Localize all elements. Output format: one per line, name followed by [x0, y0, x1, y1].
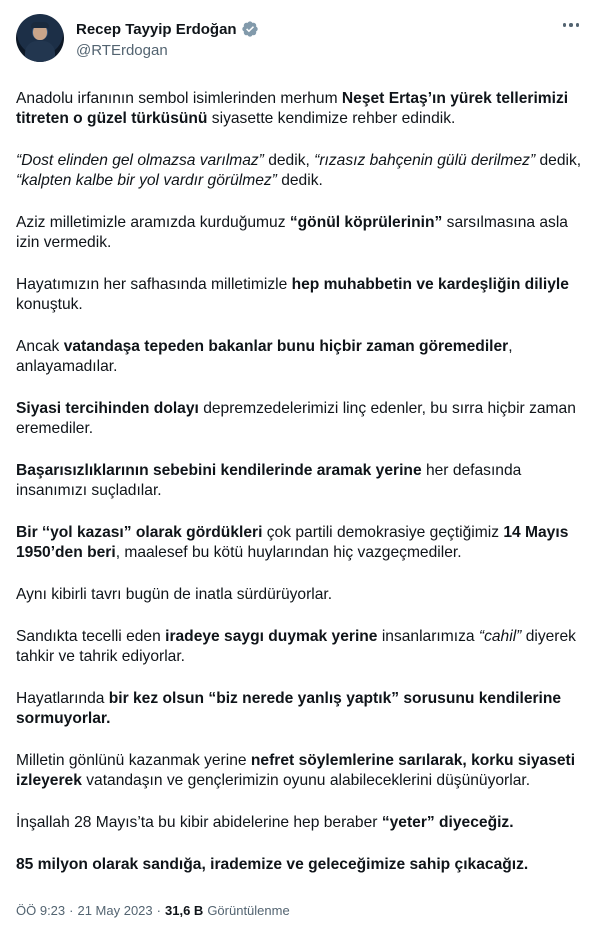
- italic-text: “cahil”: [478, 628, 522, 645]
- tweet-paragraph: [16, 151, 584, 191]
- bold-text: nefret söylemlerine sarılarak, korku siyaseti izleyerek: [16, 752, 576, 789]
- tweet-text: [16, 89, 584, 875]
- bold-text: vatandaşa tepeden bakanlar bunu hiçbir zaman göremediler: [63, 338, 509, 355]
- bold-text: Siyasi tercihinden dolayı: [16, 400, 199, 417]
- text: Ancak: [16, 338, 64, 355]
- text: diyerek tahkir ve tahrik ediyorlar.: [16, 628, 576, 665]
- text: depremzedelerimizi linç edenler, bu sırra hiçbir zaman eremediler.: [16, 400, 576, 437]
- text: çok partili demokrasiye geçtiğimiz: [262, 524, 504, 541]
- tweet-paragraph: [16, 627, 584, 667]
- bold-text: hep muhabbetin ve kardeşliğin diliyle: [291, 276, 569, 293]
- author-handle[interactable]: @RTErdogan: [76, 42, 168, 59]
- avatar[interactable]: [16, 14, 64, 62]
- text: , maalesef bu kötü huylarından hiç vazgeçmediler.: [115, 544, 462, 561]
- text: Aziz milletimizle aramızda kurduğumuz: [16, 214, 290, 231]
- author-name-row: [76, 20, 259, 38]
- italic-text: “rızasız bahçenin gülü derilmez”: [314, 152, 536, 169]
- text: dedik,: [535, 152, 582, 169]
- tweet-paragraph: [16, 585, 584, 605]
- bold-text: Başarısızlıklarının sebebini kendilerinde aramak yerine: [16, 462, 422, 479]
- tweet-paragraph: [16, 813, 584, 833]
- text: vatandaşın ve gençlerimizin oyunu alabileceklerini düşünüyorlar.: [81, 772, 531, 789]
- tweet-paragraph: [16, 275, 584, 315]
- italic-text: “kalpten kalbe bir yol vardır görülmez”: [16, 172, 277, 189]
- tweet-paragraph: [16, 523, 584, 563]
- text: konuştuk.: [16, 296, 83, 313]
- text: siyasette kendimize rehber edindik.: [207, 110, 456, 127]
- meta-separator: ·: [156, 903, 161, 918]
- bold-text: bir kez olsun “biz nerede yanlış yaptık” sorusunu kendilerine sormuyorlar.: [16, 690, 562, 727]
- text: İnşallah 28 Mayıs’ta bu kibir abidelerine hep beraber: [16, 814, 382, 831]
- text: dedik,: [263, 152, 315, 169]
- italic-text: “Dost elinden gel olmazsa varılmaz”: [16, 152, 264, 169]
- tweet-paragraph: [16, 399, 584, 439]
- tweet-paragraph: [16, 337, 584, 377]
- author-name[interactable]: Recep Tayyip Erdoğan: [76, 20, 237, 38]
- text: insanlarımıza: [377, 628, 479, 645]
- bold-text: 85 milyon olarak sandığa, irademize ve geleceğimize sahip çıkacağız.: [16, 856, 529, 873]
- tweet-paragraph: [16, 751, 584, 791]
- text: Aynı kibirli tavrı bugün de inatla sürdürüyorlar.: [16, 586, 333, 603]
- view-count-label: Görüntülenme: [207, 903, 290, 918]
- bold-text: Bir ‘‘yol kazası” olarak gördükleri: [16, 524, 263, 541]
- bold-text: iradeye saygı duymak yerine: [165, 628, 378, 645]
- tweet-time[interactable]: ÖÖ 9:23: [16, 903, 66, 918]
- text: , anlayamadılar.: [16, 338, 513, 375]
- tweet-paragraph: [16, 855, 584, 875]
- text: Anadolu irfanının sembol isimlerinden merhum: [16, 90, 342, 107]
- bold-text: Neşet Ertaş’ın yürek tellerimizi titreten o güzel türküsünü: [16, 90, 569, 127]
- bold-text: 14 Mayıs 1950’den beri: [16, 524, 569, 561]
- text: Sandıkta tecelli eden: [16, 628, 166, 645]
- tweet-date[interactable]: 21 May 2023: [77, 903, 153, 918]
- tweet-paragraph: [16, 689, 584, 729]
- view-count: 31,6 B: [165, 903, 204, 918]
- tweet-header: [16, 14, 584, 66]
- text: Hayatımızın her safhasında milletimizle: [16, 276, 292, 293]
- text: Hayatlarında: [16, 690, 109, 707]
- tweet-meta: [16, 903, 290, 918]
- bold-text: “gönül köprülerinin”: [289, 214, 443, 231]
- tweet-paragraph: [16, 461, 584, 501]
- avatar-figure-body: [25, 41, 55, 62]
- text: her defasında insanımızı suçladılar.: [16, 462, 522, 499]
- text: Milletin gönlünü kazanmak yerine: [16, 752, 251, 769]
- text: sarsılmasına asla izin vermedik.: [16, 214, 568, 251]
- author-block: [76, 20, 259, 59]
- text: dedik.: [276, 172, 323, 189]
- more-horizontal-icon[interactable]: [560, 20, 582, 30]
- meta-separator: ·: [69, 903, 74, 918]
- verified-badge-icon: [241, 20, 259, 38]
- bold-text: “yeter” diyeceğiz.: [381, 814, 514, 831]
- tweet-paragraph: [16, 213, 584, 253]
- tweet-paragraph: [16, 89, 584, 129]
- avatar-figure-cap: [31, 22, 49, 28]
